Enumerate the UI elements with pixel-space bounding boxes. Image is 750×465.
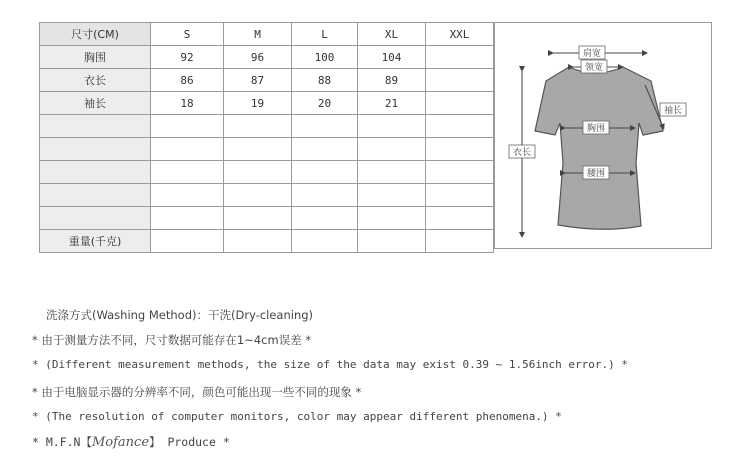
table-cell: 20 <box>292 92 358 115</box>
table-cell: 19 <box>224 92 292 115</box>
table-cell <box>426 184 494 207</box>
row-label-cell: 重量(千克) <box>40 230 151 253</box>
table-cell <box>151 138 224 161</box>
table-row <box>40 115 494 138</box>
tshirt-outline <box>535 67 663 229</box>
waist-label: 腰围 <box>586 169 606 179</box>
shoulder-label: 肩宽 <box>582 49 602 59</box>
table-cell <box>151 161 224 184</box>
table-cell: 86 <box>151 69 224 92</box>
table-header-row <box>40 23 494 46</box>
row-label-cell <box>40 138 151 161</box>
table-cell: 88 <box>292 69 358 92</box>
brand-suffix: 】 Produce * <box>149 435 230 449</box>
table-cell <box>426 69 494 92</box>
table-cell <box>426 138 494 161</box>
table-cell: 87 <box>224 69 292 92</box>
table-cell: 104 <box>358 46 426 69</box>
table-cell <box>224 161 292 184</box>
table-cell <box>292 138 358 161</box>
table-cell <box>426 207 494 230</box>
size-header-cell: L <box>292 23 358 46</box>
table-cell <box>151 115 224 138</box>
table-cell <box>292 115 358 138</box>
length-label: 衣长 <box>512 148 532 158</box>
row-label-cell <box>40 207 151 230</box>
table-cell <box>426 230 494 253</box>
table-cell <box>358 207 426 230</box>
table-cell: 21 <box>358 92 426 115</box>
table-cell <box>224 207 292 230</box>
row-label-cell: 袖长 <box>40 92 151 115</box>
chest-label: 胸围 <box>586 124 606 134</box>
brand-logo: Mofance <box>91 435 150 450</box>
table-cell <box>224 230 292 253</box>
table-cell <box>292 161 358 184</box>
table-cell <box>292 230 358 253</box>
table-cell <box>426 46 494 69</box>
note-color-cn: * 由于电脑显示器的分辨率不同，颜色可能出现一些不同的现象 * <box>32 385 362 399</box>
tshirt-diagram <box>494 22 712 249</box>
row-label-cell: 衣长 <box>40 69 151 92</box>
table-cell <box>224 184 292 207</box>
corner-cell: 尺寸(CM) <box>40 23 151 46</box>
note-measurement-cn: * 由于测量方法不同，尺寸数据可能存在1~4cm误差 * <box>32 333 312 347</box>
size-header-cell: XXL <box>426 23 494 46</box>
table-cell: 92 <box>151 46 224 69</box>
table-cell <box>151 207 224 230</box>
table-cell <box>358 138 426 161</box>
table-cell <box>358 230 426 253</box>
collar-label: 领宽 <box>584 63 604 73</box>
table-cell <box>292 184 358 207</box>
table-cell <box>358 184 426 207</box>
table-cell <box>426 92 494 115</box>
washing-method: 洗涤方式(Washing Method)：干洗(Dry-cleaning) <box>46 308 314 322</box>
size-table-body <box>40 23 494 253</box>
table-cell <box>292 207 358 230</box>
table-cell <box>426 161 494 184</box>
table-cell <box>358 161 426 184</box>
row-label-cell <box>40 161 151 184</box>
table-cell: 18 <box>151 92 224 115</box>
table-row <box>40 161 494 184</box>
row-label-cell: 胸围 <box>40 46 151 69</box>
brand-line <box>32 434 230 450</box>
table-cell <box>224 138 292 161</box>
table-cell: 100 <box>292 46 358 69</box>
tshirt-diagram-svg <box>495 23 713 250</box>
table-cell: 89 <box>358 69 426 92</box>
table-cell <box>426 115 494 138</box>
sleeve-label: 袖长 <box>663 106 683 116</box>
size-header-cell: M <box>224 23 292 46</box>
row-label-cell <box>40 115 151 138</box>
table-cell: 96 <box>224 46 292 69</box>
size-table <box>39 22 494 253</box>
table-cell <box>151 184 224 207</box>
note-measurement-en: * (Different measurement methods, the size of the data may exist 0.39 ~ 1.56inch error.) * <box>32 358 629 371</box>
size-header-cell: S <box>151 23 224 46</box>
table-row <box>40 184 494 207</box>
size-header-cell: XL <box>358 23 426 46</box>
table-cell <box>151 230 224 253</box>
table-row <box>40 92 494 115</box>
table-row <box>40 46 494 69</box>
note-color-en: * (The resolution of computer monitors, color may appear different phenomena.) * <box>32 410 562 423</box>
table-row <box>40 230 494 253</box>
table-row <box>40 69 494 92</box>
table-row <box>40 138 494 161</box>
table-row <box>40 207 494 230</box>
table-cell <box>358 115 426 138</box>
row-label-cell <box>40 184 151 207</box>
brand-prefix: * M.F.N【 <box>32 435 92 449</box>
table-cell <box>224 115 292 138</box>
